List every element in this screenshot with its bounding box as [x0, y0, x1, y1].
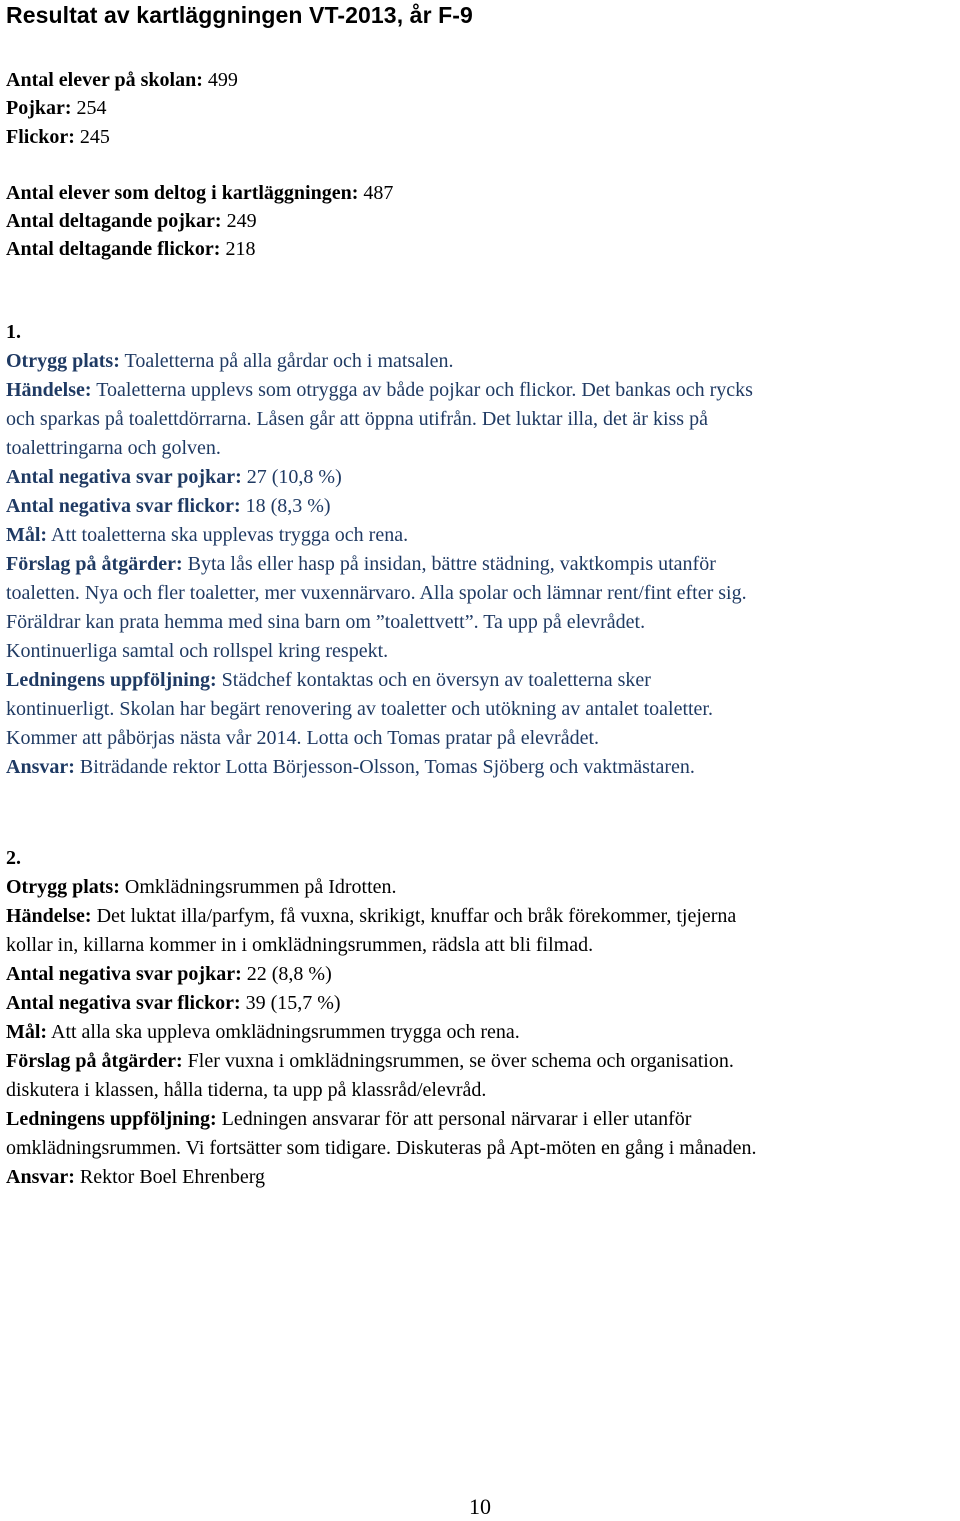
section1-responsible: Ansvar: Biträdande rektor Lotta Börjesson-Olsson, Tomas Sjöberg och vaktmästaren.: [6, 756, 695, 778]
section1-proposal-line4: Kontinuerliga samtal och rollspel kring respekt.: [6, 640, 389, 662]
section1-goal: Mål: Att toaletterna ska upplevas trygga och rena.: [6, 524, 409, 546]
section1-followup-line2: kontinuerligt. Skolan har begärt renovering av toaletter och utökning av antalet toaletter.: [6, 698, 713, 720]
section1-number: 1.: [6, 321, 21, 343]
section2-goal: Mål: Att alla ska uppleva omklädningsrummen trygga och rena.: [6, 1021, 520, 1043]
page-number: 10: [469, 1494, 491, 1519]
section1-proposal-line2: toaletten. Nya och fler toaletter, mer vuxennärvaro. Alla spolar och lämnar rent/fint efter sig.: [6, 582, 747, 604]
section2-neg-girls: Antal negativa svar flickor: 39 (15,7 %): [6, 992, 341, 1014]
section1-place: Otrygg plats: Toaletterna på alla gårdar och i matsalen.: [6, 350, 454, 372]
section2-proposal: Förslag på åtgärder: Fler vuxna i omklädningsrummen, se över schema och organisation.: [6, 1050, 734, 1072]
section2-place: Otrygg plats: Omklädningsrummen på Idrotten.: [6, 876, 397, 898]
section1-proposal-line3: Föräldrar kan prata hemma med sina barn om ”toalettvett”. Ta upp på elevrådet.: [6, 611, 646, 633]
stat-participating-girls: Antal deltagande flickor: 218: [6, 238, 256, 260]
section1-proposal: Förslag på åtgärder: Byta lås eller hasp på insidan, bättre städning, vaktkompis utanför: [6, 553, 716, 575]
section2-followup: Ledningens uppföljning: Ledningen ansvarar för att personal närvarar i eller utanför: [6, 1108, 692, 1130]
section1-neg-girls: Antal negativa svar flickor: 18 (8,3 %): [6, 495, 331, 517]
section2-proposal-line2: diskutera i klassen, hålla tiderna, ta upp på klassråd/elevråd.: [6, 1079, 487, 1101]
stat-girls: Flickor: 245: [6, 126, 110, 148]
section2-event-line2: kollar in, killarna kommer in i omklädningsrummen, rädsla att bli filmad.: [6, 934, 594, 956]
section2-responsible: Ansvar: Rektor Boel Ehrenberg: [6, 1166, 266, 1188]
section2-neg-boys: Antal negativa svar pojkar: 22 (8,8 %): [6, 963, 332, 985]
section1-event-line2: och sparkas på toalettdörrarna. Låsen går att öppna utifrån. Det luktar illa, det är kiss på: [6, 408, 708, 430]
stat-participants: Antal elever som deltog i kartläggningen: 487: [6, 182, 394, 204]
section1-event-line3: toalettringarna och golven.: [6, 437, 221, 459]
stat-boys: Pojkar: 254: [6, 97, 107, 119]
stat-students: Antal elever på skolan: 499: [6, 69, 238, 91]
section1-followup-line3: Kommer att påbörjas nästa vår 2014. Lotta och Tomas pratar på elevrådet.: [6, 727, 600, 749]
section2-followup-line2: omklädningsrummen. Vi fortsätter som tidigare. Diskuteras på Apt-möten en gång i månaden.: [6, 1137, 757, 1159]
stat-participating-boys: Antal deltagande pojkar: 249: [6, 210, 257, 232]
section2-number: 2.: [6, 847, 21, 869]
document-title: Resultat av kartläggningen VT-2013, år F-9: [6, 2, 473, 28]
section1-followup: Ledningens uppföljning: Städchef kontaktas och en översyn av toaletterna sker: [6, 669, 651, 691]
section2-event: Händelse: Det luktat illa/parfym, få vuxna, skrikigt, knuffar och bråk förekommer, tjejerna: [6, 905, 737, 927]
section1-event: Händelse: Toaletterna upplevs som otrygga av både pojkar och flickor. Det bankas och rycks: [6, 379, 753, 401]
section1-neg-boys: Antal negativa svar pojkar: 27 (10,8 %): [6, 466, 342, 488]
